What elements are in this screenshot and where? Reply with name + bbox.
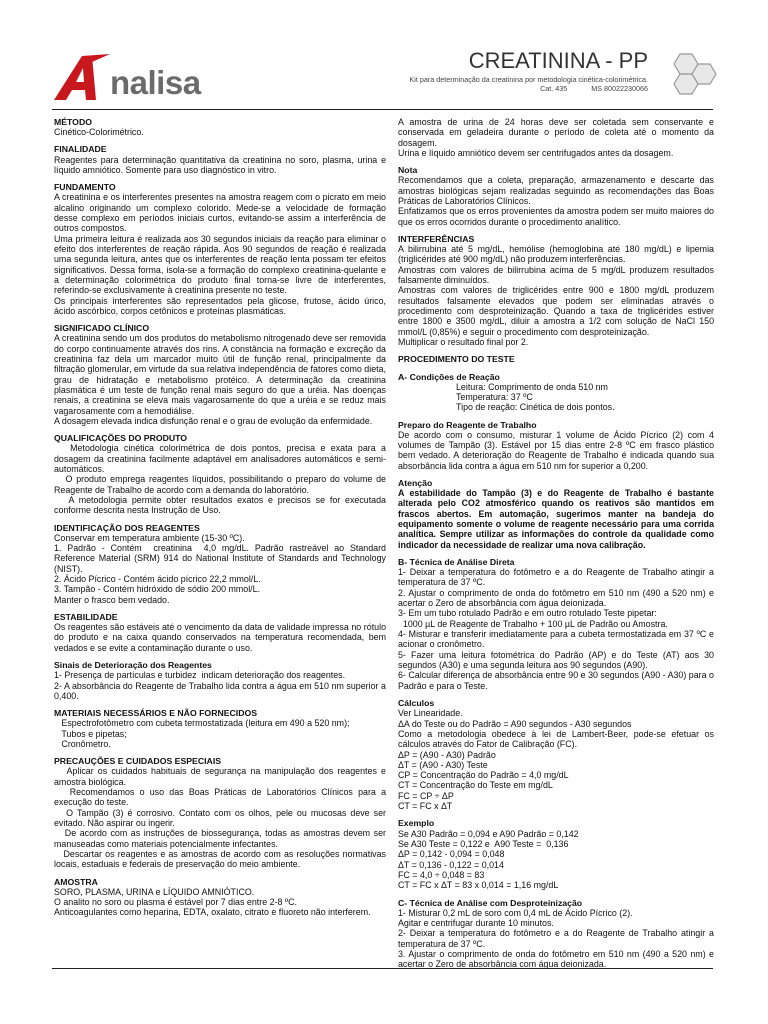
section-heading: AMOSTRA: [54, 876, 98, 887]
paragraph: Amostras com valores de triglicérides entre 900 e 1800 mg/dL produzem resultados falsamente elevados que podem ser eliminadas através o procedimento com desproteinização. Quando a taxa de triglicérides estiver entre 1800 e 3500 mg/dL, diluir a amostra a 1/2 com solução de NaCl 150 mmol/L (0,85%) e seguir o procedimento com desproteinização.: [398, 285, 717, 337]
paragraph: CT = Concentração do Teste em mg/dL: [398, 780, 553, 791]
paragraph: 2- A absorbância do Reagente de Trabalho lida contra a água em 510 nm superior a 0,400.: [54, 680, 389, 701]
molecule-icon: [660, 50, 720, 100]
paragraph: 1- Deixar a temperatura do fotômetro e a do Reagente de Trabalho atingir a temperatura de 37 ºC.: [398, 567, 717, 588]
paragraph: Enfatizamos que os erros provenientes da amostra podem ser muito maiores do que os erros ocorridos durante o procedimento analítico.: [398, 206, 717, 227]
paragraph: Reagentes para determinação quantitativa da creatinina no soro, plasma, urina e líquido amniótico. Somente para uso diagnóstico in vitro.: [54, 154, 389, 175]
section-heading: PRECAUÇÕES E CUIDADOS ESPECIAIS: [54, 756, 222, 767]
paragraph: A creatinina e os interferentes presentes na amostra reagem com o picrato em meio alcalino originando um complexo colorido. Mede-se a velocidade de formação desse complexo em períodos iniciais curtos, evitando-se assim a interferência de outros compostos.: [54, 192, 389, 234]
paragraph: Descartar os reagentes e as amostras de acordo com as resoluções normativas locais, estaduais e federais de preservação do meio ambiente.: [54, 848, 389, 870]
paragraph: Os reagentes são estáveis até o vencimento da data de validade impressa no rótulo do produto e na caixa quando conservados na temperatura recomendada, bem vedados e se evite a contaminação durante o uso.: [54, 622, 389, 653]
section-heading: MATERIAIS NECESSÁRIOS E NÃO FORNECIDOS: [54, 708, 258, 719]
paragraph: Espectrofotômetro com cubeta termostatizada (leitura em 490 a 520 nm);: [54, 718, 350, 729]
section-heading: Nota: [398, 165, 418, 176]
section-heading: Sinais de Deterioração dos Reagentes: [54, 660, 212, 671]
paragraph: ΔA do Teste ou do Padrão = A90 segundos - A30 segundos: [398, 718, 632, 729]
paragraph: CT = FC x ΔT: [398, 801, 453, 812]
paragraph: 1- Misturar 0,2 mL de soro com 0,4 mL de Ácido Pícrico (2).: [398, 907, 633, 918]
paragraph: Manter o frasco bem vedado.: [54, 594, 170, 605]
section-heading: SIGNIFICADO CLÍNICO: [54, 323, 150, 334]
section-heading: ESTABILIDADE: [54, 612, 118, 623]
paragraph: 1. Padrão - Contém creatinina 4,0 mg/dL. Padrão rastreável ao Standard Reference Material (SRM) 914 do National Institute of Standards and Technology (NIST).: [54, 543, 389, 574]
product-title: CREATININA - PP: [468, 48, 648, 73]
paragraph: Se A30 Teste = 0,122 e A90 Teste = 0,136: [398, 838, 569, 849]
paragraph: A dosagem elevada indica disfunção renal e o grau de evolução da enfermidade.: [54, 415, 373, 426]
paragraph: ΔT = 0,136 - 0,122 = 0,014: [398, 859, 504, 870]
paragraph: A bilirrubina até 5 mg/dL, hemólise (hemoglobina até 180 mg/dL) e lipemia (triglicérides até 900 mg/dL) não produzem interferências.: [398, 244, 717, 265]
analisa-logo: [52, 52, 227, 102]
left-column: [54, 117, 389, 918]
paragraph: O Tampão (3) é corrosivo. Contato com os olhos, pele ou mucosas deve ser evitado. Não aspirar ou ingerir.: [54, 807, 389, 828]
section-heading: Cálculos: [398, 698, 435, 709]
section-heading: FINALIDADE: [54, 144, 107, 155]
paragraph: 6- Calcular diferença de absorbância entre 90 e 30 segundos (A90 - A30) para o Padrão e para o Teste.: [398, 670, 717, 691]
section-heading: IDENTIFICAÇÃO DOS REAGENTES: [54, 522, 200, 533]
right-column: [398, 117, 717, 970]
paragraph: A creatinina sendo um dos produtos do metabolismo nitrogenado deve ser removida do corpo continuamente através dos rins. A constância na formação e excreção da creatinina faz dela um marcador muito útil de função renal, principalmente da filtração glomerular, em virtude da sua relativa independência de fatores como dieta, grau de hidratação e metabolismo protéico. A determinação da creatinina plasmática é um teste de função renal mais seguro do que a uréia. Nas doenças renais, a creatinina se eleva mais vagarosamente do que a uréia e se reduz mais vagarosamente com a hemodiálise.: [54, 333, 389, 416]
paragraph: Os principais interferentes são representados pela glicose, frutose, ácido úrico, ácido ascórbico, corpos cetônicos e proteínas plasmáticas.: [54, 295, 389, 316]
paragraph: CT = FC x ΔT = 83 x 0,014 = 1,16 mg/dL: [398, 880, 559, 891]
paragraph: Amostras com valores de bilirrubina acima de 5 mg/dL produzem resultados falsamente diminuídos.: [398, 264, 717, 286]
paragraph: CP = Concentração do Padrão = 4,0 mg/dL: [398, 770, 569, 781]
section-heading: MÉTODO: [54, 117, 92, 127]
paragraph: Urina e líquido amniótico devem ser centrifugados antes da dosagem.: [398, 147, 674, 158]
paragraph: Multiplicar o resultado final por 2.: [398, 337, 529, 348]
logo-text: nalisa: [110, 64, 201, 101]
section-heading: FUNDAMENTO: [54, 182, 116, 193]
catalog-number: Cat. 435 MS 80022230066: [540, 84, 648, 93]
paragraph: Recomendamos o uso das Boas Práticas de Laboratórios Clínicos para a execução do teste.: [54, 787, 389, 808]
paragraph: SORO, PLASMA, URINA e LÍQUIDO AMNIÓTICO.: [54, 886, 255, 897]
paragraph: ΔT = (A90 - A30) Teste: [398, 759, 488, 770]
paragraph: O analito no soro ou plasma é estável por 7 dias entre 2-8 ºC.: [54, 897, 298, 908]
section-heading: Preparo do Reagente de Trabalho: [398, 419, 537, 430]
paragraph: Aplicar os cuidados habituais de segurança na manipulação dos reagentes e amostra biológica.: [54, 766, 389, 787]
paragraph: De acordo com as instruções de biossegurança, todas as amostras devem ser manuseadas como materiais potencialmente infectantes.: [54, 828, 389, 849]
footer-rule: [52, 968, 713, 969]
paragraph: FC = 4,0 ÷ 0,048 = 83: [398, 869, 485, 880]
paragraph: ΔP = (A90 - A30) Padrão: [398, 749, 496, 760]
paragraph: 1- Presença de partículas e turbidez indicam deterioração dos reagentes.: [54, 670, 346, 681]
paragraph: Cronômetro.: [54, 738, 111, 749]
paragraph: 3. Ajustar o comprimento de onda do fotômetro em 510 nm (490 a 520 nm) e acertar o Zero de absorbância com água deionizada.: [398, 948, 717, 970]
paragraph: A metodologia permite obter resultados exatos e precisos se for executada conforme descrita nesta Instrução de Uso.: [54, 494, 389, 516]
warning-paragraph: A estabilidade do Tampão (3) e do Reagente de Trabalho é bastante alterada pelo CO2 atmosférico quando os reativos são mantidos em frascos abertos. Em automação, sugerimos manter na bandeja do equipamento somente o volume de reagente necessário para uma corrida analítica. Sempre utilizar as informações do controle da qualidade como indicador da necessidade de realizar uma nova calibração.: [398, 488, 714, 550]
section-heading: PROCEDIMENTO DO TESTE: [398, 354, 515, 365]
paragraph: Tubos e pipetas;: [54, 728, 127, 739]
paragraph: 5- Fazer uma leitura fotométrica do Padrão (AP) e do Teste (AT) aos 30 segundos (A30) e uma segunda leitura aos 90 segundos (A90).: [398, 649, 717, 671]
paragraph: Cinético-Colorimétrico.: [54, 127, 144, 138]
section-heading: Atenção: [398, 478, 433, 488]
paragraph: Anticoagulantes como heparina, EDTA, oxalato, citrato e fluoreto não interferem.: [54, 907, 371, 918]
paragraph: 2. Ácido Pícrico - Contém ácido pícrico 22,2 mmol/L.: [54, 574, 261, 585]
paragraph: ΔP = 0,142 - 0,094 = 0,048: [398, 849, 505, 860]
section-heading: B- Técnica de Análise Direta: [398, 557, 515, 568]
section-heading: QUALIFICAÇÕES DO PRODUTO: [54, 433, 188, 444]
paragraph: Conservar em temperatura ambiente (15-30 ºC).: [54, 532, 245, 543]
section-heading: INTERFERÊNCIAS: [398, 234, 475, 245]
indented-line: Tipo de reação: Cinética de dois pontos.: [456, 402, 615, 413]
paragraph: Agitar e centrifugar durante 10 minutos.: [398, 917, 554, 928]
header-rule: [52, 109, 713, 110]
paragraph: De acordo com o consumo, misturar 1 volume de Ácido Pícrico (2) com 4 volumes de Tampão (3). Estável por 15 dias entre 2-8 ºC em frasco plástico bem vedado. A deterioração do Reagente de Trabalho é indicada quando sua absorbância lida contra a água em 510 nm for superior a 0,200.: [398, 429, 717, 471]
section-heading: Exemplo: [398, 818, 435, 829]
paragraph: 3. Tampão - Contém hidróxido de sódio 200 mmol/L.: [54, 584, 261, 595]
paragraph: 2. Ajustar o comprimento de onda do fotômetro em 510 nm (490 a 520 nm) e acertar o Zero de absorbância com água deionizada.: [398, 587, 717, 609]
indented-line: Leitura: Comprimento de onda 510 nm: [456, 381, 608, 392]
paragraph: 3- Em um tubo rotulado Padrão e em outro rotulado Teste pipetar:: [398, 608, 657, 619]
paragraph: Uma primeira leitura é realizada aos 30 segundos iniciais da reação para eliminar o efeito dos interferentes de reação rápida. Aos 90 segundos de reação é realizada uma segunda leitura, antes que os interferentes de reação lenta possam ter efeitos significativos. Dessa forma, isola-se a formação do complexo creatinina-quelante e a determinação colorimétrica do produto final torna-se livre de interferentes, referindo-se exclusivamente à creatinina presente no teste.: [54, 233, 389, 296]
paragraph: Se A30 Padrão = 0,094 e A90 Padrão = 0,142: [398, 828, 579, 839]
indented-line: Temperatura: 37 ºC: [456, 391, 533, 402]
paragraph: 1000 µL de Reagente de Trabalho + 100 µL de Padrão ou Amostra.: [398, 618, 668, 629]
paragraph: Ver Linearidade.: [398, 708, 463, 719]
paragraph: O produto emprega reagentes líquidos, possibilitando o preparo do volume de Reagente de Trabalho de acordo com a demanda do laboratório.: [54, 474, 389, 495]
section-heading: C- Técnica de Análise com Desproteinização: [398, 897, 583, 908]
section-heading: A- Condições de Reação: [398, 371, 500, 382]
paragraph: FC = CP ÷ ΔP: [398, 790, 454, 801]
paragraph: Metodologia cinética colorimétrica de dois pontos, precisa e exata para a dosagem da creatinina facilmente adaptável em analisadores automáticos e semi-automáticos.: [54, 443, 389, 474]
logo-a-icon: [52, 52, 112, 102]
paragraph: Como a metodologia obedece à lei de Lambert-Beer, pode-se efetuar os cálculos através do Fator de Calibração (FC).: [398, 728, 717, 750]
product-subtitle: Kit para determinação da creatinina por metodologia cinética-colorimétrica.: [409, 75, 648, 84]
paragraph: 4- Misturar e transferir imediatamente para a cubeta termostatizada em 37 ºC e acionar o cronômetro.: [398, 629, 717, 650]
paragraph: Recomendamos que a coleta, preparação, armazenamento e descarte das amostras biológicas sejam realizadas seguindo as recomendações das Boas Práticas de Laboratórios Clínicos.: [398, 175, 717, 207]
paragraph: 2- Deixar a temperatura do fotômetro e a do Reagente de Trabalho atingir a temperatura de 37 ºC.: [398, 928, 717, 949]
paragraph: A amostra de urina de 24 horas deve ser coletada sem conservante e conservada em geladeira durante o período de coleta até o momento da dosagem.: [398, 117, 717, 148]
page-header: [0, 0, 768, 112]
